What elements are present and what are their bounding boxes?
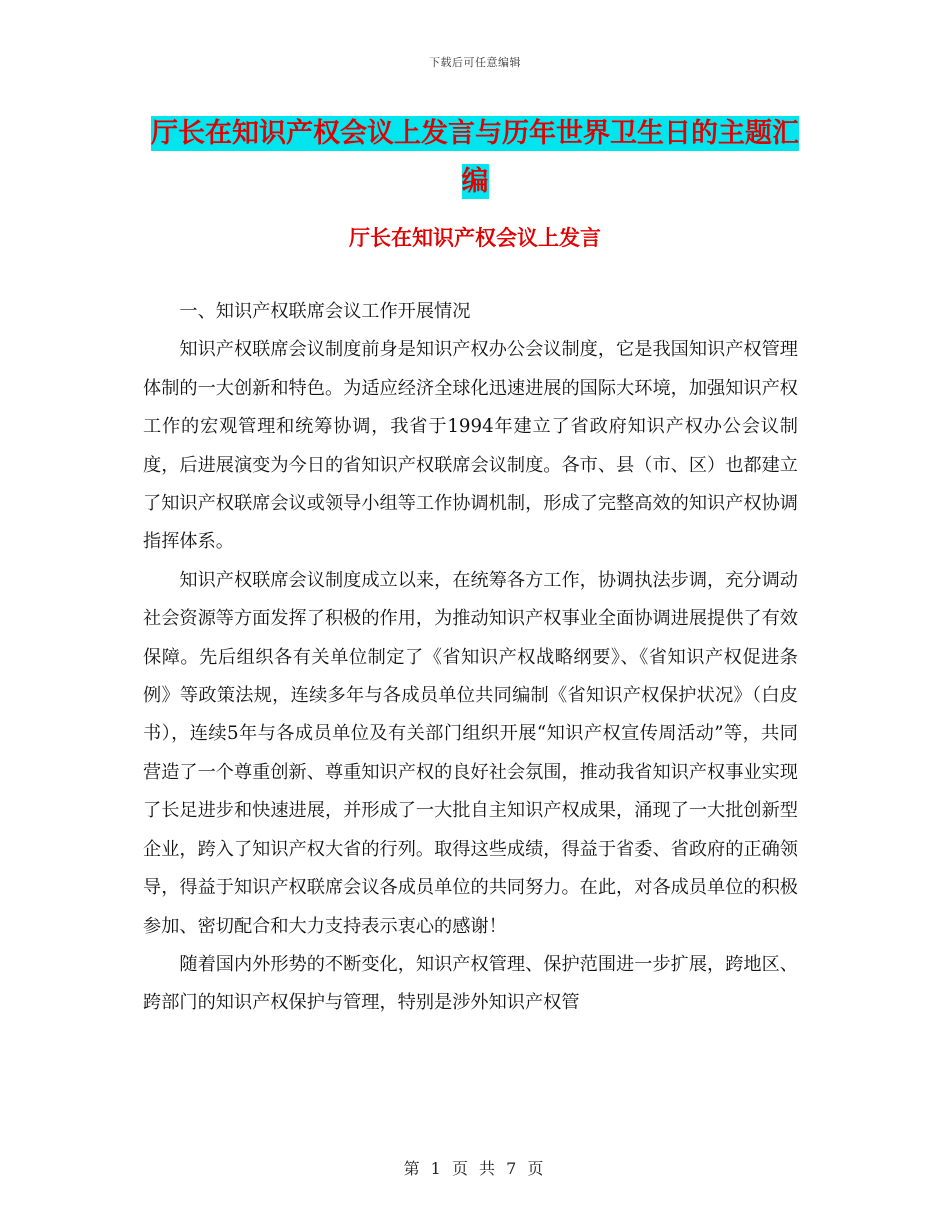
body-paragraph: 知识产权联席会议制度成立以来，在统筹各方工作，协调执法步调，充分调动社会资源等方面发挥了积极的作用，为推动知识产权事业全面协调进展提供了有效保障。先后组织各有关单位制定了《省知识产权战略纲要》、《省知识产权促进条例》等政策法规，连续多年与各成员单位共同编制《省知识产权保护状况》（白皮书），连续5年与各成员单位及有关部门组织开展“知识产权宣传周活动”等，共同营造了一个尊重创新、尊重知识产权的良好社会氛围，推动我省知识产权事业实现了长足进步和快速进展，并形成了一大批自主知识产权成果，涌现了一大批创新型企业，跨入了知识产权大省的行列。取得这些成绩，得益于省委、省政府的正确领导，得益于知识产权联席会议各成员单位的共同努力。在此，对各成员单位的积极参加、密切配合和大力支持表示衷心的感谢！ <box>143 569 798 937</box>
page-number: 第 1 页 共 7 页 <box>403 1159 547 1178</box>
document-title-text: 厅长在知识产权会议上发言与历年世界卫生日的主题汇编 <box>151 118 799 197</box>
document-title <box>140 110 810 206</box>
body-paragraph: 一、知识产权联席会议工作开展情况 <box>179 301 471 322</box>
document-body <box>143 293 798 1023</box>
body-paragraph: 随着国内外形势的不断变化，知识产权管理、保护范围进一步扩展，跨地区、跨部门的知识产权保护与管理，特别是涉外知识产权管 <box>143 953 798 1014</box>
body-paragraph: 知识产权联席会议制度前身是知识产权办公会议制度，它是我国知识产权管理体制的一大创新和特色。为适应经济全球化迅速进展的国际大环境，加强知识产权工作的宏观管理和统筹协调，我省于1994年建立了省政府知识产权办公会议制度，后进展演变为今日的省知识产权联席会议制度。各市、县（市、区）也都建立了知识产权联席会议或领导小组等工作协调机制，形成了完整高效的知识产权协调指挥体系。 <box>143 339 798 553</box>
header-note: 下载后可任意编辑 <box>429 56 521 69</box>
section-title: 厅长在知识产权会议上发言 <box>349 226 601 250</box>
